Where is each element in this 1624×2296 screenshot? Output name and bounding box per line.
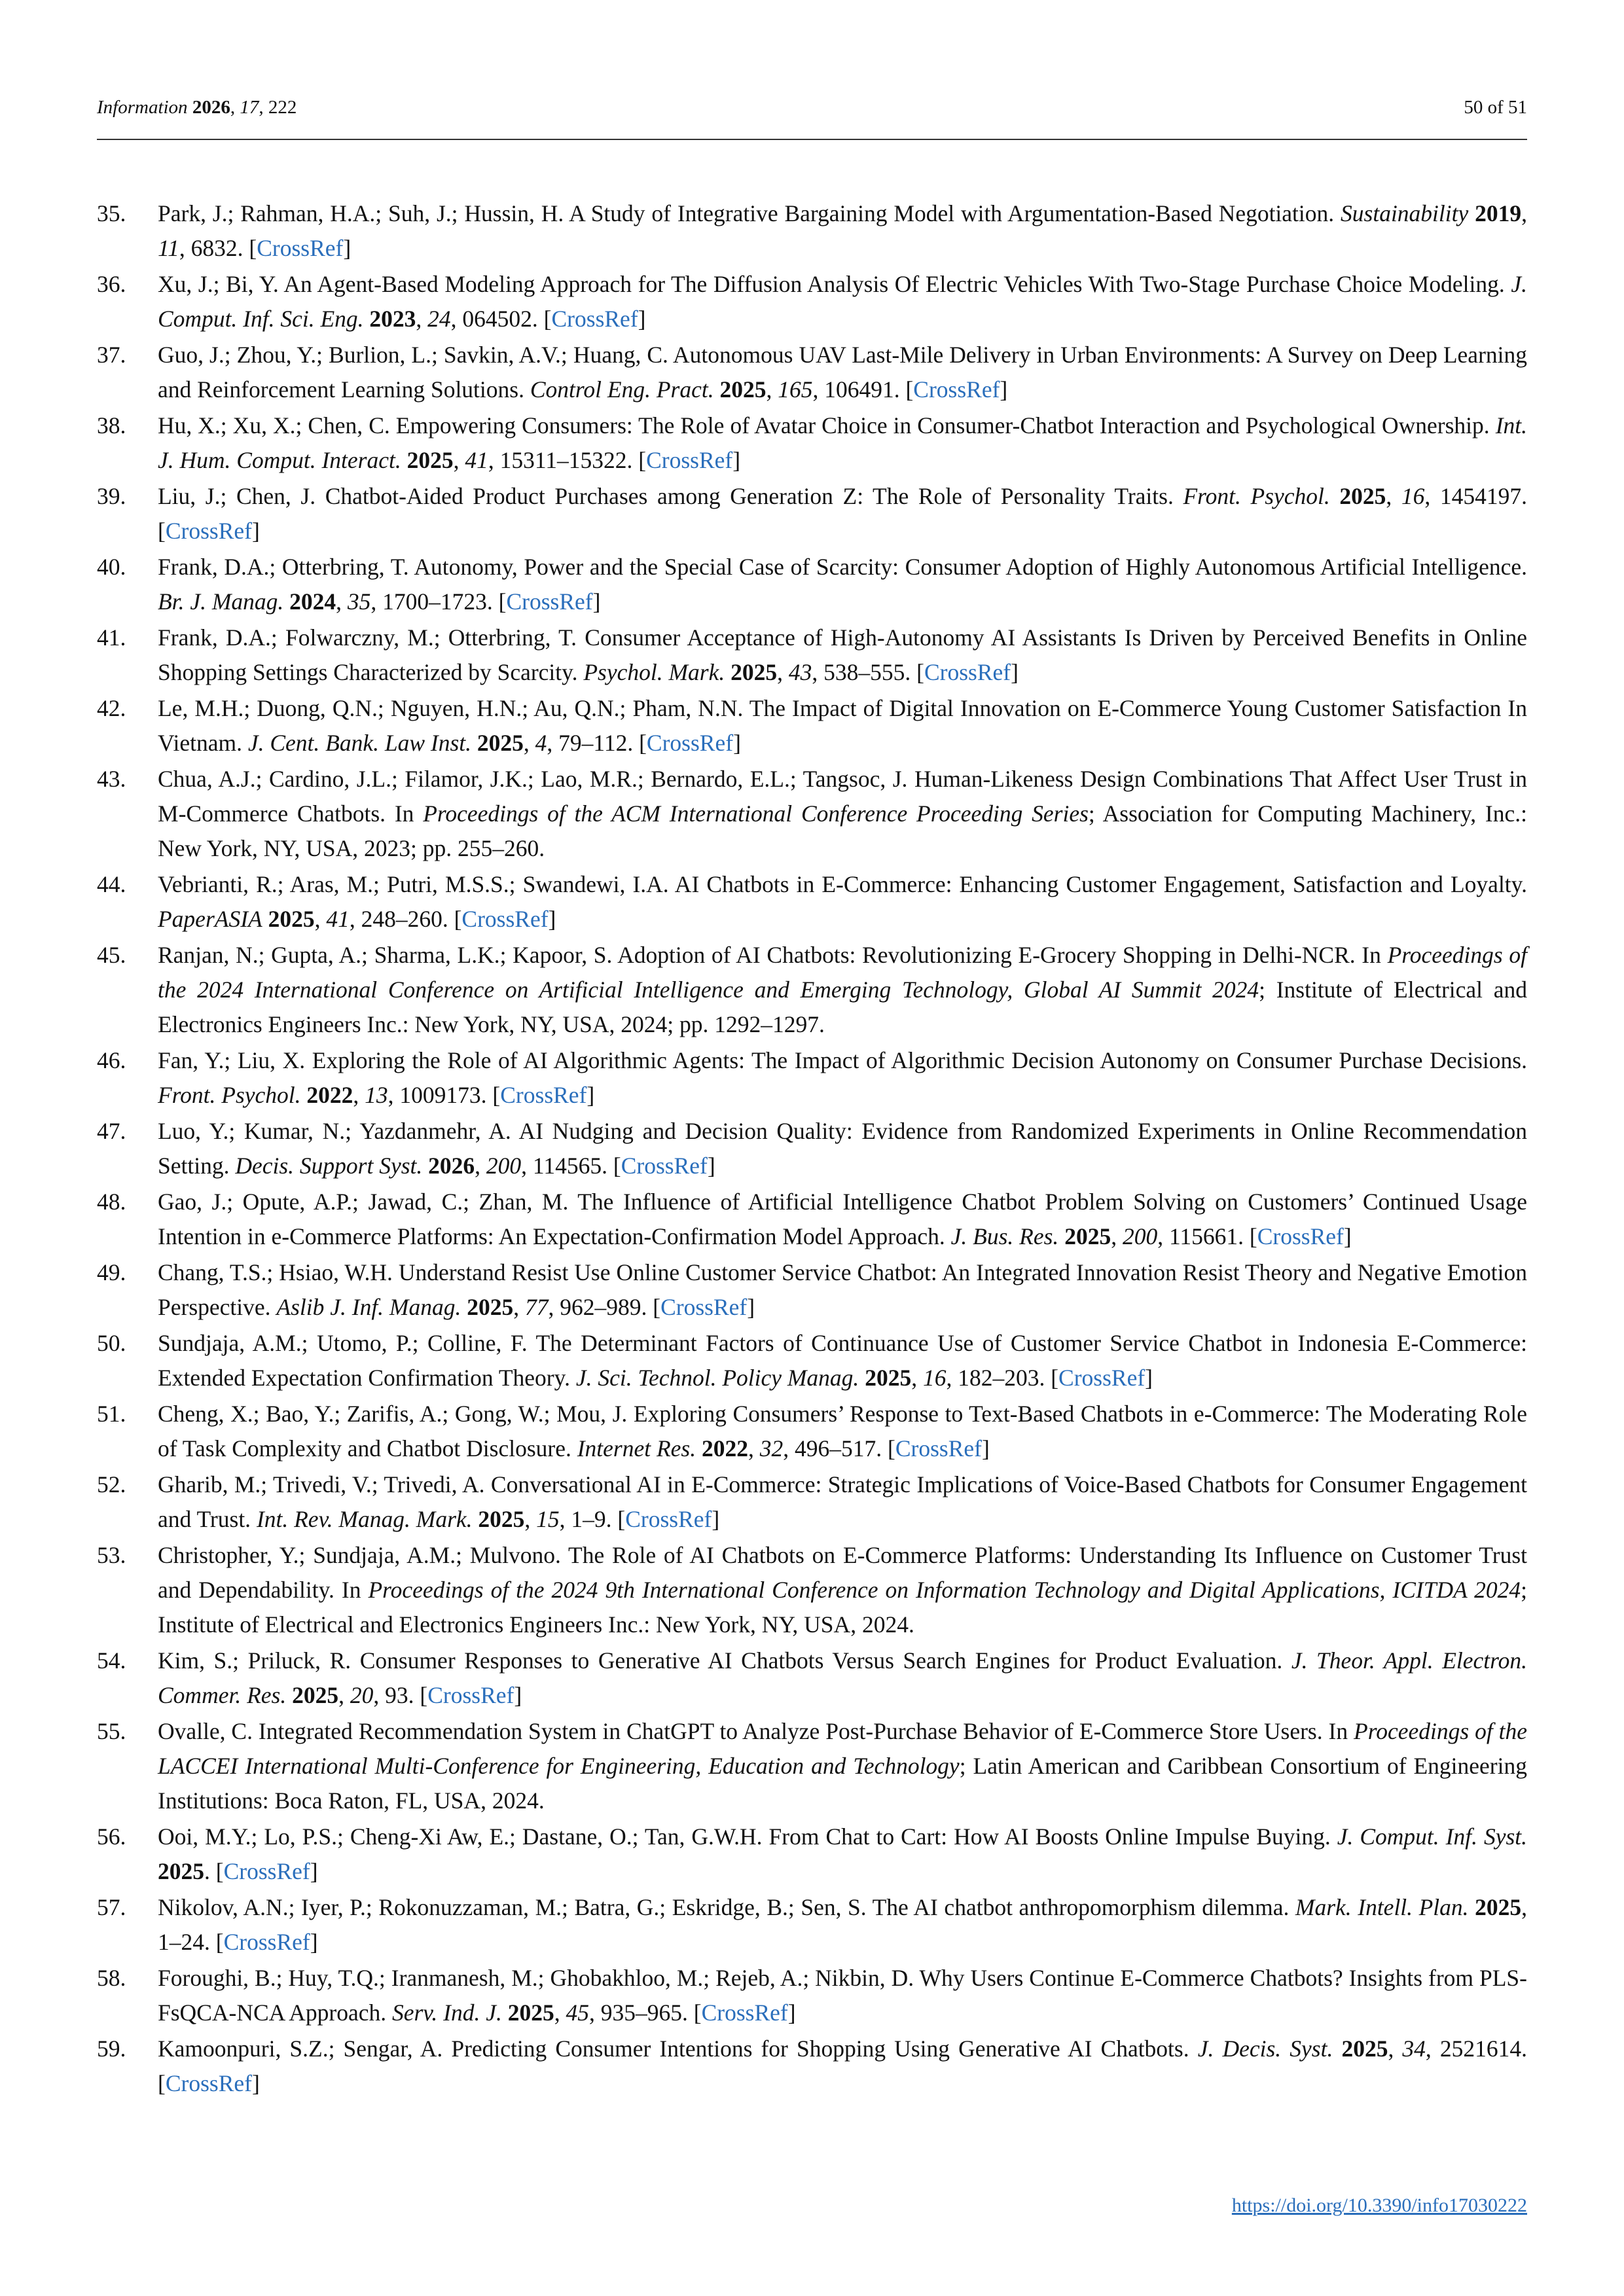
- reference-segment: [286, 1682, 292, 1708]
- reference-italic: Proceedings of the 2024 International Conference on Artificial Intelligence and Emerging Technology, Global AI Summit 2024: [158, 942, 1527, 1003]
- reference-italic: J. Sci. Technol. Policy Manag.: [575, 1365, 859, 1391]
- crossref-link[interactable]: CrossRef: [551, 306, 638, 332]
- reference-segment: ,: [1386, 483, 1401, 509]
- reference-segment: ,: [338, 1682, 350, 1708]
- reference-year: 2023: [369, 306, 416, 332]
- crossref-link[interactable]: CrossRef: [621, 1153, 708, 1179]
- reference-segment: ]: [1000, 376, 1008, 403]
- reference-segment: [859, 1365, 865, 1391]
- reference-segment: , 248–260. [: [349, 906, 462, 932]
- reference-number: 44.: [97, 871, 126, 897]
- reference-year: 2026: [428, 1153, 475, 1179]
- reference-segment: ]: [251, 2070, 260, 2096]
- reference-item: [97, 938, 1527, 1042]
- reference-year: 2025: [1064, 1223, 1111, 1249]
- reference-segment: , 496–517. [: [783, 1435, 895, 1462]
- crossref-link[interactable]: CrossRef: [895, 1435, 982, 1462]
- reference-segment: ]: [1011, 659, 1019, 685]
- reference-item: [97, 1255, 1527, 1325]
- reference-italic: 43: [788, 659, 812, 685]
- reference-item: [97, 338, 1527, 407]
- reference-italic: Sustainability: [1341, 200, 1469, 226]
- reference-year: 2025: [719, 376, 767, 403]
- reference-segment: . [: [204, 1858, 224, 1884]
- reference-segment: [1333, 2036, 1341, 2062]
- reference-number: 51.: [97, 1401, 126, 1427]
- reference-segment: ,: [766, 376, 778, 403]
- reference-item: [97, 1326, 1527, 1395]
- reference-number: 39.: [97, 483, 126, 509]
- crossref-link[interactable]: CrossRef: [257, 235, 344, 261]
- reference-text: [158, 871, 1527, 932]
- crossref-link[interactable]: CrossRef: [646, 447, 733, 473]
- page-header: [97, 97, 1527, 140]
- reference-text: [158, 554, 1527, 615]
- reference-item: [97, 1538, 1527, 1642]
- reference-item: [97, 1043, 1527, 1113]
- reference-segment: ,: [911, 1365, 923, 1391]
- reference-italic: Front. Psychol.: [1183, 483, 1330, 509]
- reference-text: [158, 624, 1527, 685]
- reference-year: 2025: [507, 2000, 554, 2026]
- reference-segment: ]: [586, 1082, 595, 1108]
- reference-year: 2022: [701, 1435, 748, 1462]
- reference-year: 2024: [289, 588, 336, 615]
- reference-segment: ,: [416, 306, 428, 332]
- reference-segment: Nikolov, A.N.; Iyer, P.; Rokonuzzaman, M.; Batra, G.; Eskridge, B.; Sen, S. The AI chatbot anthropomorphism dilemma.: [158, 1894, 1295, 1920]
- reference-text: [158, 1189, 1527, 1249]
- journal-volume: 17: [240, 97, 259, 118]
- reference-italic: 32: [759, 1435, 784, 1462]
- reference-text: [158, 1330, 1527, 1391]
- reference-text: [158, 1823, 1527, 1884]
- reference-segment: ,: [524, 1506, 537, 1532]
- reference-segment: , 2521614. [: [158, 2036, 1528, 2096]
- reference-text: [158, 1471, 1527, 1532]
- reference-text: [158, 412, 1527, 473]
- reference-segment: , 115661. [: [1157, 1223, 1257, 1249]
- reference-italic: 200: [1122, 1223, 1158, 1249]
- reference-segment: ,: [475, 1153, 486, 1179]
- crossref-link[interactable]: CrossRef: [646, 730, 734, 756]
- reference-item: [97, 1643, 1527, 1713]
- reference-year: 2025: [478, 1506, 525, 1532]
- reference-segment: ; Institute of Electrical and Electronics Engineers Inc.: New York, NY, USA, 2024; pp. 1292–1297.: [158, 977, 1528, 1037]
- reference-italic: 41: [326, 906, 350, 932]
- reference-segment: [283, 588, 289, 615]
- reference-segment: Sundjaja, A.M.; Utomo, P.; Colline, F. The Determinant Factors of Continuance Use of Customer Service Chatbot in Indonesia E-Commerce: Extended Expectation Confirmation Theory.: [158, 1330, 1527, 1391]
- reference-number: 40.: [97, 554, 126, 580]
- reference-item: [97, 1820, 1527, 1889]
- crossref-link[interactable]: CrossRef: [223, 1929, 310, 1955]
- reference-item: [97, 550, 1527, 619]
- reference-italic: 15: [536, 1506, 560, 1532]
- reference-segment: , 93. [: [373, 1682, 428, 1708]
- crossref-link[interactable]: CrossRef: [506, 588, 593, 615]
- reference-segment: ]: [1145, 1365, 1153, 1391]
- crossref-link[interactable]: CrossRef: [165, 2070, 252, 2096]
- reference-segment: ]: [548, 906, 556, 932]
- reference-italic: 35: [347, 588, 371, 615]
- reference-segment: ]: [1343, 1223, 1352, 1249]
- reference-item: [97, 620, 1527, 690]
- reference-italic: 4: [535, 730, 547, 756]
- reference-number: 53.: [97, 1542, 126, 1568]
- reference-segment: ,: [777, 659, 789, 685]
- reference-segment: ; Institute of Electrical and Electronics Engineers Inc.: New York, NY, USA, 2024.: [158, 1577, 1527, 1638]
- crossref-link[interactable]: CrossRef: [701, 2000, 788, 2026]
- crossref-link[interactable]: CrossRef: [500, 1082, 587, 1108]
- reference-year: 2025: [477, 730, 524, 756]
- reference-item: [97, 762, 1527, 866]
- reference-segment: ]: [514, 1682, 522, 1708]
- reference-number: 47.: [97, 1118, 126, 1144]
- crossref-link[interactable]: CrossRef: [223, 1858, 310, 1884]
- reference-segment: , 962–989. [: [548, 1294, 661, 1320]
- reference-number: 41.: [97, 624, 126, 651]
- reference-text: [158, 695, 1527, 756]
- reference-segment: ]: [310, 1929, 318, 1955]
- reference-number: 35.: [97, 200, 126, 226]
- reference-italic: Internet Res.: [577, 1435, 696, 1462]
- reference-segment: ,: [554, 2000, 566, 2026]
- reference-segment: ; Association for Computing Machinery, Inc.: New York, NY, USA, 2023; pp. 255–260.: [158, 800, 1527, 861]
- crossref-link[interactable]: CrossRef: [625, 1506, 712, 1532]
- reference-text: [158, 200, 1527, 261]
- reference-item: [97, 196, 1527, 266]
- reference-italic: Control Eng. Pract.: [530, 376, 714, 403]
- crossref-link[interactable]: CrossRef: [660, 1294, 748, 1320]
- reference-italic: Int. Rev. Manag. Mark.: [256, 1506, 473, 1532]
- reference-segment: , 1–9. [: [559, 1506, 626, 1532]
- reference-segment: , 1700–1723. [: [370, 588, 507, 615]
- reference-italic: 34: [1402, 2036, 1426, 2062]
- crossref-link[interactable]: CrossRef: [1058, 1365, 1146, 1391]
- reference-segment: ; Latin American and Caribbean Consortium of Engineering Institutions: Boca Raton, FL, USA, 2024.: [158, 1753, 1527, 1814]
- reference-text: [158, 342, 1527, 403]
- reference-segment: , 6832. [: [179, 235, 257, 261]
- reference-item: [97, 1397, 1527, 1466]
- reference-item: [97, 867, 1527, 937]
- reference-segment: ,: [1521, 200, 1527, 226]
- page-number: 50 of 51: [1464, 97, 1527, 118]
- reference-segment: [502, 2000, 508, 2026]
- reference-year: 2025: [1339, 483, 1386, 509]
- reference-italic: 165: [778, 376, 813, 403]
- reference-segment: [461, 1294, 467, 1320]
- reference-text: [158, 1894, 1527, 1955]
- reference-segment: ,: [353, 1082, 365, 1108]
- reference-italic: Front. Psychol.: [158, 1082, 301, 1108]
- reference-segment: Vebrianti, R.; Aras, M.; Putri, M.S.S.; Swandewi, I.A. AI Chatbots in E-Commerce: Enhancing Customer Engagement, Satisfaction and Loyalty.: [158, 871, 1527, 897]
- reference-italic: 20: [350, 1682, 374, 1708]
- reference-number: 49.: [97, 1259, 126, 1285]
- crossref-link[interactable]: CrossRef: [924, 659, 1011, 685]
- reference-year: 2025: [406, 447, 454, 473]
- reference-italic: 13: [365, 1082, 388, 1108]
- reference-segment: Hu, X.; Xu, X.; Chen, C. Empowering Consumers: The Role of Avatar Choice in Consumer-Chatbot Interaction and Psychological Ownership.: [158, 412, 1496, 439]
- reference-segment: Luo, Y.; Kumar, N.; Yazdanmehr, A. AI Nudging and Decision Quality: Evidence from Randomized Experiments in Online Recommendation Setting.: [158, 1118, 1527, 1179]
- reference-segment: Fan, Y.; Liu, X. Exploring the Role of AI Algorithmic Agents: The Impact of Algorithmic Decision Autonomy on Consumer Purchase Decisions.: [158, 1047, 1527, 1073]
- reference-number: 50.: [97, 1330, 126, 1356]
- reference-segment: ,: [513, 1294, 526, 1320]
- reference-item: [97, 691, 1527, 761]
- reference-item: [97, 1467, 1527, 1537]
- reference-year: 2025: [1475, 1894, 1522, 1920]
- reference-item: [97, 479, 1527, 548]
- reference-segment: ]: [638, 306, 646, 332]
- reference-segment: ]: [733, 730, 741, 756]
- reference-segment: Gharib, M.; Trivedi, V.; Trivedi, A. Conversational AI in E-Commerce: Strategic Implications of Voice-Based Chatbots for Consumer Engagement and Trust.: [158, 1471, 1527, 1532]
- reference-segment: Foroughi, B.; Huy, T.Q.; Iranmanesh, M.; Ghobakhloo, M.; Rejeb, A.; Nikbin, D. Why Users Continue E-Commerce Chatbots? Insights from PLS-FsQCA-NCA Approach.: [158, 1965, 1527, 2026]
- reference-number: 38.: [97, 412, 126, 439]
- reference-segment: Gao, J.; Opute, A.P.; Jawad, C.; Zhan, M. The Influence of Artificial Intelligence Chatbot Problem Solving on Customers’ Continued Usage Intention in e-Commerce Platforms: An Expectation-Confirmation Model Approach.: [158, 1189, 1527, 1249]
- reference-item: [97, 1890, 1527, 1960]
- reference-number: 48.: [97, 1189, 126, 1215]
- reference-segment: , 182–203. [: [946, 1365, 1059, 1391]
- reference-year: 2025: [1341, 2036, 1388, 2062]
- reference-number: 42.: [97, 695, 126, 721]
- reference-segment: [696, 1435, 702, 1462]
- reference-italic: J. Comput. Inf. Syst.: [1337, 1823, 1527, 1850]
- reference-italic: PaperASIA: [158, 906, 262, 932]
- reference-number: 36.: [97, 271, 126, 297]
- reference-italic: J. Theor. Appl. Electron. Commer. Res.: [158, 1647, 1527, 1708]
- reference-segment: ,: [314, 906, 327, 932]
- reference-segment: Le, M.H.; Duong, Q.N.; Nguyen, H.N.; Au, Q.N.; Pham, N.N. The Impact of Digital Innovation on E-Commerce Young Customer Satisfaction In Vietnam.: [158, 695, 1527, 756]
- reference-segment: Cheng, X.; Bao, Y.; Zarifis, A.; Gong, W.; Mou, J. Exploring Consumers’ Response to Text-Based Chatbots in e-Commerce: The Moderating Role of Task Complexity and Chatbot Disclosure.: [158, 1401, 1527, 1462]
- reference-item: [97, 1714, 1527, 1818]
- reference-italic: J. Decis. Syst.: [1197, 2036, 1333, 2062]
- reference-segment: Ovalle, C. Integrated Recommendation System in ChatGPT to Analyze Post-Purchase Behavior of E-Commerce Store Users. In: [158, 1718, 1354, 1744]
- reference-segment: ,: [336, 588, 348, 615]
- reference-year: 2025: [467, 1294, 514, 1320]
- reference-segment: Kim, S.; Priluck, R. Consumer Responses to Generative AI Chatbots Versus Search Engines for Product Evaluation.: [158, 1647, 1291, 1674]
- reference-segment: ,: [748, 1435, 760, 1462]
- reference-segment: ]: [747, 1294, 755, 1320]
- reference-number: 54.: [97, 1647, 126, 1674]
- reference-number: 56.: [97, 1823, 126, 1850]
- reference-italic: 16: [1401, 483, 1425, 509]
- reference-segment: , 1009173. [: [388, 1082, 501, 1108]
- reference-number: 46.: [97, 1047, 126, 1073]
- reference-segment: Chua, A.J.; Cardino, J.L.; Filamor, J.K.; Lao, M.R.; Bernardo, E.L.; Tangsoc, J. Human-Likeness Design Combinations That Affect User Trust in M-Commerce Chatbots. In: [158, 766, 1527, 827]
- reference-text: [158, 1401, 1527, 1462]
- reference-italic: J. Comput. Inf. Sci. Eng.: [158, 271, 1527, 332]
- reference-segment: Frank, D.A.; Folwarczny, M.; Otterbring, T. Consumer Acceptance of High-Autonomy AI Assistants Is Driven by Perceived Benefits in Online Shopping Settings Characterized by Scarcity.: [158, 624, 1527, 685]
- reference-segment: [1469, 1894, 1475, 1920]
- reference-italic: J. Bus. Res.: [950, 1223, 1059, 1249]
- reference-italic: Proceedings of the LACCEI International Multi-Conference for Engineering, Education and Technology: [158, 1718, 1527, 1779]
- reference-number: 37.: [97, 342, 126, 368]
- reference-segment: [725, 659, 731, 685]
- reference-italic: 16: [922, 1365, 947, 1391]
- reference-segment: [1058, 1223, 1064, 1249]
- reference-italic: Serv. Ind. J.: [391, 2000, 502, 2026]
- reference-segment: ]: [981, 1435, 990, 1462]
- reference-segment: Ranjan, N.; Gupta, A.; Sharma, L.K.; Kapoor, S. Adoption of AI Chatbots: Revolutionizing E-Grocery Shopping in Delhi-NCR. In: [158, 942, 1388, 968]
- reference-segment: ]: [707, 1153, 715, 1179]
- reference-year: 2025: [292, 1682, 339, 1708]
- reference-segment: , 1454197. [: [158, 483, 1528, 544]
- reference-text: [158, 1542, 1527, 1638]
- reference-text: [158, 942, 1527, 1037]
- reference-segment: ,: [523, 730, 535, 756]
- reference-year: 2022: [306, 1082, 353, 1108]
- reference-item: [97, 1185, 1527, 1254]
- reference-text: [158, 2036, 1527, 2096]
- reference-segment: Christopher, Y.; Sundjaja, A.M.; Mulvono. The Role of AI Chatbots on E-Commerce Platforms: Understanding Its Influence on Customer Trust and Dependability. In: [158, 1542, 1527, 1603]
- reference-italic: Mark. Intell. Plan.: [1295, 1894, 1469, 1920]
- journal-year: 2026: [192, 97, 230, 118]
- journal-name: Information: [97, 97, 188, 118]
- reference-segment: Xu, J.; Bi, Y. An Agent-Based Modeling Approach for The Diffusion Analysis Of Electric Vehicles With Two-Stage Purchase Choice Modeling.: [158, 271, 1511, 297]
- reference-segment: [262, 906, 268, 932]
- reference-italic: 45: [566, 2000, 589, 2026]
- reference-segment: Chang, T.S.; Hsiao, W.H. Understand Resist Use Online Customer Service Chatbot: An Integrated Innovation Resist Theory and Negative Emotion Perspective.: [158, 1259, 1527, 1320]
- reference-number: 58.: [97, 1965, 126, 1991]
- reference-item: [97, 2032, 1527, 2101]
- reference-italic: Proceedings of the 2024 9th International Conference on Information Technology and Digital Applications, ICITDA 2024: [368, 1577, 1521, 1603]
- reference-text: [158, 1965, 1527, 2026]
- reference-italic: Decis. Support Syst.: [235, 1153, 423, 1179]
- reference-segment: , 064502. [: [450, 306, 552, 332]
- reference-italic: Psychol. Mark.: [583, 659, 725, 685]
- reference-segment: ]: [343, 235, 352, 261]
- reference-italic: Int. J. Hum. Comput. Interact.: [158, 412, 1527, 473]
- reference-italic: Br. J. Manag.: [158, 588, 284, 615]
- reference-text: [158, 271, 1527, 332]
- journal-article: 222: [268, 97, 297, 118]
- crossref-link[interactable]: CrossRef: [427, 1682, 514, 1708]
- reference-segment: Liu, J.; Chen, J. Chatbot-Aided Product Purchases among Generation Z: The Role of Personality Traits.: [158, 483, 1183, 509]
- reference-number: 55.: [97, 1718, 126, 1744]
- reference-segment: ]: [732, 447, 741, 473]
- journal-citation: Information 2026, 17, 222: [97, 97, 297, 118]
- reference-segment: , 79–112. [: [547, 730, 647, 756]
- reference-item: [97, 408, 1527, 478]
- reference-text: [158, 483, 1527, 544]
- reference-item: [97, 1114, 1527, 1183]
- reference-italic: 77: [525, 1294, 549, 1320]
- reference-segment: [471, 730, 477, 756]
- reference-text: [158, 766, 1527, 861]
- reference-segment: , 114565. [: [521, 1153, 621, 1179]
- reference-segment: Kamoonpuri, S.Z.; Sengar, A. Predicting Consumer Intentions for Shopping Using Generative AI Chatbots.: [158, 2036, 1198, 2062]
- reference-number: 45.: [97, 942, 126, 968]
- reference-segment: [422, 1153, 428, 1179]
- reference-number: 57.: [97, 1894, 126, 1920]
- reference-text: [158, 1047, 1527, 1108]
- reference-segment: ]: [310, 1858, 318, 1884]
- reference-segment: [401, 447, 407, 473]
- reference-segment: , 106491. [: [812, 376, 914, 403]
- reference-year: 2025: [158, 1858, 204, 1884]
- reference-text: [158, 1259, 1527, 1320]
- reference-segment: , 1–24. [: [158, 1894, 1527, 1955]
- reference-italic: J. Cent. Bank. Law Inst.: [247, 730, 472, 756]
- reference-segment: ]: [787, 2000, 796, 2026]
- reference-year: 2025: [865, 1365, 912, 1391]
- reference-italic: Proceedings of the ACM International Conference Proceeding Series: [423, 800, 1089, 827]
- reference-segment: Ooi, M.Y.; Lo, P.S.; Cheng-Xi Aw, E.; Dastane, O.; Tan, G.W.H. From Chat to Cart: How AI Boosts Online Impulse Buying.: [158, 1823, 1337, 1850]
- reference-segment: Frank, D.A.; Otterbring, T. Autonomy, Power and the Special Case of Scarcity: Consumer Adoption of Highly Autonomous Artificial Intelligence.: [158, 554, 1527, 580]
- reference-segment: ,: [1388, 2036, 1403, 2062]
- reference-segment: , 935–965. [: [589, 2000, 702, 2026]
- crossref-link[interactable]: CrossRef: [1257, 1223, 1344, 1249]
- crossref-link[interactable]: CrossRef: [913, 376, 1000, 403]
- reference-italic: 24: [427, 306, 451, 332]
- reference-segment: Guo, J.; Zhou, Y.; Burlion, L.; Savkin, A.V.; Huang, C. Autonomous UAV Last-Mile Delivery in Urban Environments: A Survey on Deep Learning and Reinforcement Learning Solutions.: [158, 342, 1527, 403]
- reference-segment: ]: [592, 588, 601, 615]
- reference-italic: 41: [465, 447, 488, 473]
- reference-number: 43.: [97, 766, 126, 792]
- reference-segment: Park, J.; Rahman, H.A.; Suh, J.; Hussin, H. A Study of Integrative Bargaining Model with Argumentation-Based Negotiation.: [158, 200, 1341, 226]
- reference-number: 52.: [97, 1471, 126, 1498]
- reference-item: [97, 1961, 1527, 2030]
- doi-link[interactable]: https://doi.org/10.3390/info17030222: [1231, 2195, 1527, 2216]
- reference-italic: 200: [486, 1153, 522, 1179]
- reference-year: 2025: [731, 659, 778, 685]
- crossref-link[interactable]: CrossRef: [461, 906, 549, 932]
- reference-segment: , 538–555. [: [812, 659, 924, 685]
- reference-segment: , 15311–15322. [: [488, 447, 647, 473]
- reference-segment: ,: [1111, 1223, 1123, 1249]
- crossref-link[interactable]: CrossRef: [165, 518, 252, 544]
- reference-italic: Aslib J. Inf. Manag.: [276, 1294, 461, 1320]
- reference-list: [97, 196, 1527, 2102]
- reference-text: [158, 1118, 1527, 1179]
- reference-year: 2025: [268, 906, 315, 932]
- reference-text: [158, 1647, 1527, 1708]
- reference-year: 2019: [1475, 200, 1522, 226]
- reference-segment: ]: [251, 518, 260, 544]
- reference-segment: ,: [453, 447, 465, 473]
- reference-segment: [1468, 200, 1475, 226]
- reference-item: [97, 267, 1527, 336]
- reference-number: 59.: [97, 2036, 126, 2062]
- reference-italic: 11: [158, 235, 179, 261]
- reference-segment: ]: [712, 1506, 720, 1532]
- reference-segment: [1330, 483, 1340, 509]
- reference-text: [158, 1718, 1527, 1814]
